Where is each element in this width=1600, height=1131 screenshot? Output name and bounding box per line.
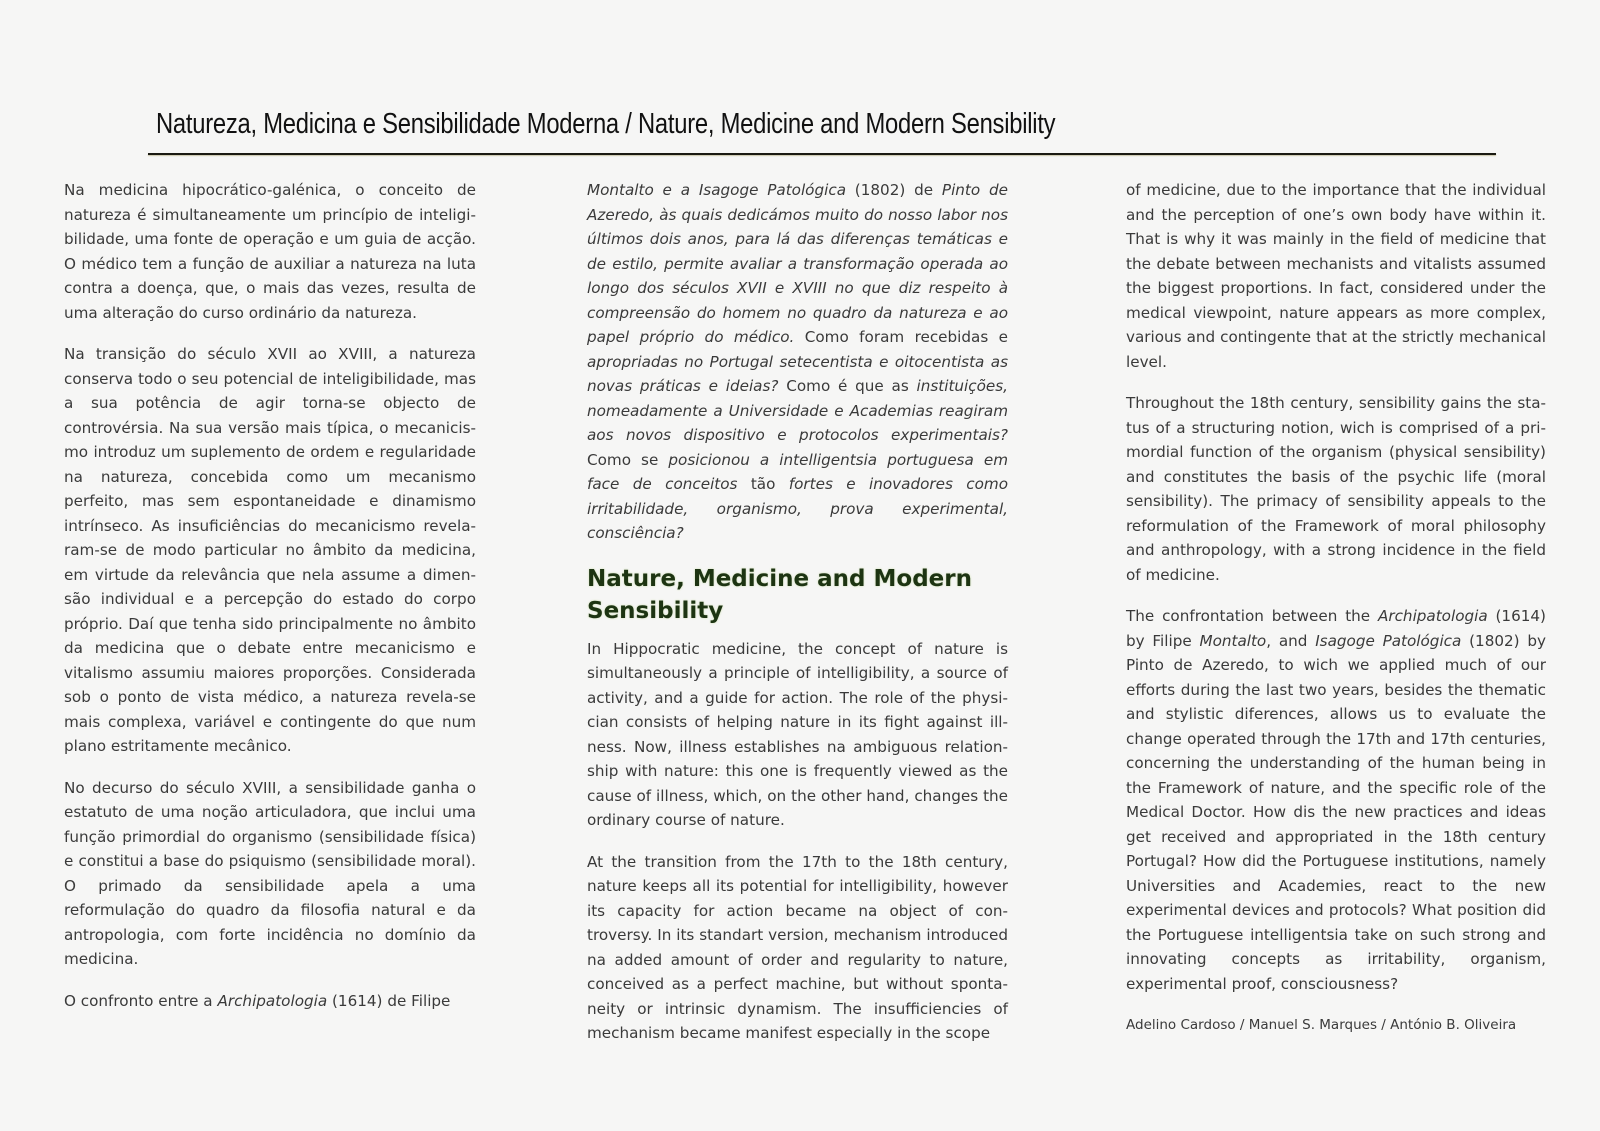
text-run: tão — [737, 475, 789, 493]
text-run: Pinto de Azeredo, às quais dedicámos muito do nosso labor nos últimos dois anos, para lá das diferenças temáticas e de estilo, permite avaliar a transformação operada ao longo dos séculos XVII e XVIII no que diz respeito à compreensão do homem no quadro da natureza e ao papel próprio do médico. — [587, 181, 1008, 346]
text-run: (1614) by Filipe — [1126, 607, 1546, 650]
text-run: , and — [1266, 631, 1316, 650]
paragraph-pt-1: Na medicina hipocrático-galénica, o conceito de natureza é simultaneamente um princípio de inteligibilidade, uma fonte de operação e um guia de acção. O médico tem a função de auxiliar a natureza na luta contra a doença, que, o mais das vezes, resulta de uma alteração do curso ordinário da natureza. — [64, 181, 476, 322]
paragraph-pt-2: Na transição do século XVII ao XVIII, a natureza conserva todo o seu potencial de inteligibilidade, mas a sua potência de agir torna-se objecto de controvérsia. Na sua versão mais típica, o mecanicismo introduz um suplemento de ordem e regularidade na natureza, concebida como um mecanismo perfeito, mas sem espontaneidade e dinamismo intrínseco. As insuficiências do mecanicismo revelaram-se de modo particular no âmbito da medicina, em virtude da relevância que nela assume a dimensão individual e a percepção do estado do corpo próprio. Daí que tenha sido principalmente no âmbito da medicina que o debate entre mecanicismo e vitalismo assumiu maiores proporções. Considerada sob o ponto de vista médico, a natureza revela-se mais complexa, variável e contingente do que num plano estritamente mecânico. — [64, 345, 476, 755]
text-run: (1802) de — [846, 181, 942, 199]
text-run: The confrontation between the — [1126, 607, 1378, 625]
text-run: (1614) de Filipe — [327, 991, 451, 1010]
right-column — [1126, 178, 1546, 1038]
text-run: Como é que as — [778, 377, 917, 395]
paragraph-en-2: At the transition from the 17th to the 18th century, nature keeps all its potential for intelligibility, however its capacity for action became na object of controversy. In its standart version, mechanism introduced na added amount of order and regularity to nature, conceived as a perfect machine, but without spontaneity or intrinsic dynamism. The insufficiencies of mechanism became manifest especially in the scope — [587, 852, 1008, 1042]
work-title-archipatologia: Archipatologia — [217, 991, 328, 1010]
page-title: Natureza, Medicina e Sensibilidade Moderna / Nature, Medicine and Modern Sensibility — [156, 108, 1056, 140]
text-run: instituições, nomeadamente a Universidade e Academias reagiram aos novos dispositivo e protocolos experimentais? — [587, 377, 1009, 444]
paragraph-pt-4-continued — [587, 178, 1008, 546]
text-run: fortes e inovadores como irritabilidade, organismo, prova experimental, consciência? — [587, 475, 1008, 542]
authors-credit: Adelino Cardoso / Manuel S. Marques / António B. Oliveira — [1126, 1017, 1517, 1033]
paragraph-pt-3: No decurso do século XVIII, a sensibilidade ganha o estatuto de uma noção articuladora, que inclui uma função primordial do organismo (sensibilidade física) e constitui a base do psiquismo (sensibilidade moral). O primado da sensibilidade apela a uma reformulação do quadro da filosofia natural e da antropologia, com forte incidência no domínio da medicina. — [64, 778, 476, 968]
text-run: O confronto entre a — [64, 991, 218, 1010]
text-run: apropriadas no Portugal setecentista e oitocentista as novas práticas e ideias? — [587, 352, 1008, 395]
middle-column — [587, 178, 1008, 1063]
paragraph-en-2-continued: of medicine, due to the importance that the individual and the perception of one’s own body have within it. That is why it was mainly in the field of medicine that the debate between mechanists and vitalists assumed the biggest proportions. In fact, considered under the medical viewpoint, nature appears as more complex, various and contingente that at the strictly mechanical level. — [1126, 181, 1546, 371]
text-run: (1802) by Pinto de Azeredo, to wich we applied much of our efforts during the last two years, besides the thematic and stylistic diferences, allows us to evaluate the change operated through the 17th and 17th centuries, concerning the understanding of the human being in the Framework of nature, and the specific role of the Medical Doctor. How dis the new practices and ideas get received and appropriated in the 18th century Portugal? How did the Portuguese institutions, namely Universities and Academies, react to the new experimental devices and protocols? What position did the Portuguese intelligentsia take on such strong and innovating concepts as irritability, organism, experimental proof, consciousness? — [1126, 631, 1547, 993]
work-title-archipatologia: Archipatologia — [1377, 607, 1488, 625]
left-column — [64, 178, 476, 1030]
title-divider — [148, 153, 1496, 155]
paragraph-en-1: In Hippocratic medicine, the concept of nature is simultaneously a principle of intelligibility, a source of activity, and a guide for action. The role of the physician consists of helping nature in its fight against illness. Now, illness establishes na ambiguous relationship with nature: this one is frequently viewed as the cause of illness, which, on the other hand, changes the ordinary course of nature. — [587, 639, 1008, 829]
section-heading-english: Nature, Medicine and Modern Sensibility — [587, 565, 972, 624]
paragraph-en-4 — [1126, 604, 1546, 996]
text-run: posicionou a intelligentsia portuguesa em face de conceitos — [587, 450, 1008, 493]
paragraph-en-3: Throughout the 18th century, sensibility gains the status of a structuring notion, wich is comprised of a primordial function of the organism (physical sensibility) and constitutes the basis of the psychic life (moral sensibility). The primacy of sensibility appeals to the reformulation of the Framework of moral philosophy and anthropology, with a strong incidence in the field of medicine. — [1126, 394, 1546, 584]
text-run: Como foram recebidas e — [794, 328, 1009, 346]
paragraph-pt-4-start — [64, 989, 476, 1014]
text-run: Como se — [587, 450, 669, 469]
author-name-montalto: Montalto — [1199, 631, 1267, 650]
work-title-isagoge: Isagoge Patológica — [1315, 631, 1462, 650]
text-run: Montalto e a Isagoge Patológica — [587, 181, 846, 199]
